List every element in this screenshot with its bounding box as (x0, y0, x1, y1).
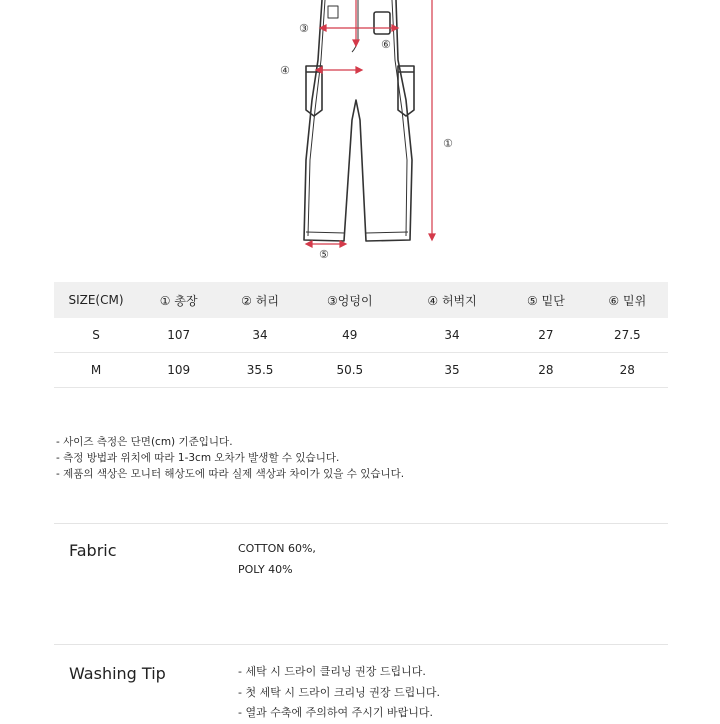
fabric-line: COTTON 60%, (238, 542, 316, 555)
table-cell: 27 (505, 318, 586, 353)
fabric-title: Fabric (69, 541, 117, 560)
size-table-header: ③엉덩이 (301, 282, 399, 318)
measurement-notes (56, 434, 404, 482)
size-table-header: ④ 허벅지 (399, 282, 505, 318)
table-row (54, 353, 668, 388)
size-table-header: ⑥ 밑위 (587, 282, 668, 318)
table-cell: 107 (138, 318, 219, 353)
note-line: - 측정 방법과 위치에 따라 1-3cm 오차가 발생할 수 있습니다. (56, 452, 340, 464)
washing-line: - 열과 수축에 주의하여 주시기 바랍니다. (238, 706, 433, 719)
marker-length: ① (443, 137, 453, 150)
size-table-header-row (54, 282, 668, 318)
table-cell: 27.5 (587, 318, 668, 353)
size-table (54, 282, 668, 388)
rise-measure-arrow (353, 40, 359, 46)
divider (54, 644, 668, 645)
marker-hem: ⑤ (319, 248, 329, 261)
hem-measure-arrow-right (340, 241, 346, 247)
size-table-header: ② 허리 (219, 282, 300, 318)
marker-hip: ③ (299, 22, 309, 35)
table-cell: 50.5 (301, 353, 399, 388)
washing-line: - 세탁 시 드라이 클리닝 권장 드립니다. (238, 665, 426, 678)
table-cell: 28 (505, 353, 586, 388)
length-measure-arrow (429, 234, 435, 240)
washing-tip-title: Washing Tip (69, 664, 166, 683)
fabric-info (238, 539, 316, 580)
note-line: - 제품의 색상은 모니터 해상도에 따라 실제 색상과 차이가 있을 수 있습니다. (56, 468, 405, 480)
size-table-header: SIZE(CM) (54, 282, 138, 318)
table-cell: 35 (399, 353, 505, 388)
note-line: - 사이즈 측정은 단면(cm) 기준입니다. (56, 436, 233, 448)
hem-measure-arrow-left (306, 241, 312, 247)
table-cell: M (54, 353, 138, 388)
table-cell: 35.5 (219, 353, 300, 388)
table-cell: 109 (138, 353, 219, 388)
thigh-measure-arrow-right (356, 67, 362, 73)
pants-measurement-illustration (0, 0, 720, 270)
table-cell: 28 (587, 353, 668, 388)
size-table-header: ① 총장 (138, 282, 219, 318)
washing-tip-info (238, 662, 440, 724)
table-cell: 34 (219, 318, 300, 353)
waist-detail (328, 6, 338, 18)
front-pocket (374, 12, 390, 34)
size-table-header: ⑤ 밑단 (505, 282, 586, 318)
marker-rise: ⑥ (381, 38, 391, 51)
table-cell: 34 (399, 318, 505, 353)
washing-line: - 첫 세탁 시 드라이 크리닝 권장 드립니다. (238, 685, 440, 699)
pants-hems (306, 232, 408, 233)
fabric-line: POLY 40% (238, 562, 293, 576)
table-cell: 49 (301, 318, 399, 353)
table-cell: S (54, 318, 138, 353)
table-row (54, 318, 668, 353)
divider (54, 523, 668, 524)
marker-thigh: ④ (280, 64, 290, 77)
